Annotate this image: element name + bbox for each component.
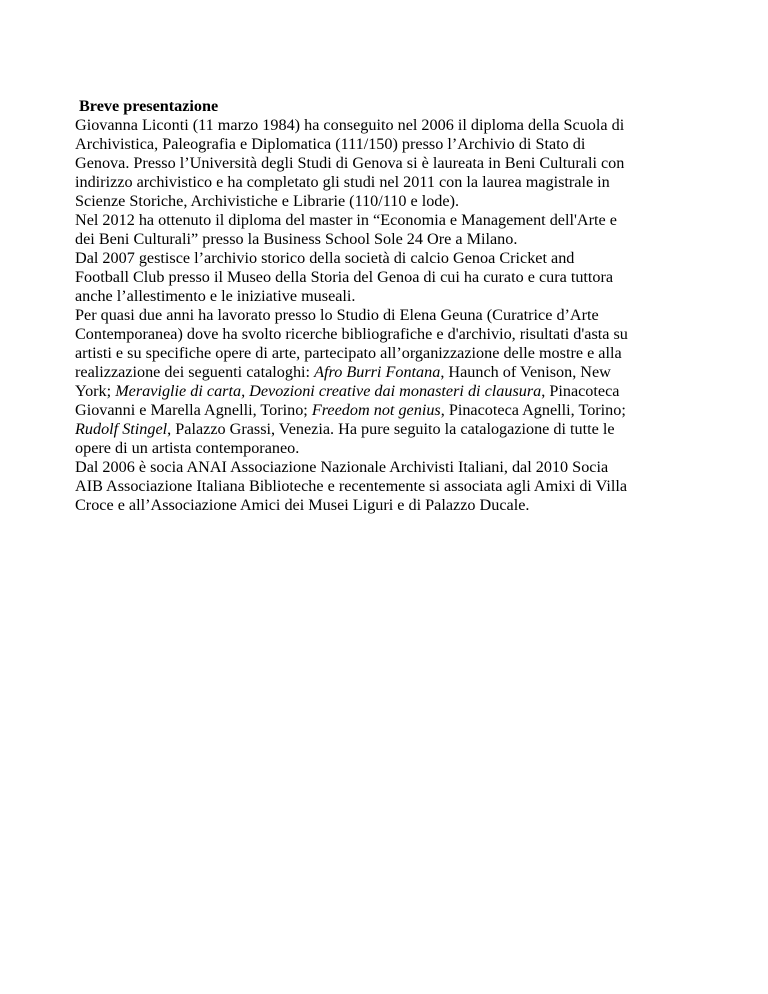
text-line [75,363,715,382]
text-line: Archivistica, Paleografia e Diplomatica (111/150) presso l’Archivio di Stato di [75,135,586,153]
text-line: AIB Associazione Italiana Biblioteche e recentemente si associata agli Amixi di Villa [75,477,628,495]
text-line: indirizzo archivistico e ha completato gli studi nel 2011 con la laurea magistrale in [75,173,610,191]
text-line: Dal 2006 è socia ANAI Associazione Nazionale Archivisti Italiani, dal 2010 Socia [75,458,609,476]
document-body [75,97,715,515]
catalog-title: Freedom not genius [311,401,441,419]
text-line: Football Club presso il Museo della Storia del Genoa di cui ha curato e cura tuttora [75,268,614,286]
text-line: Per quasi due anni ha lavorato presso lo Studio di Elena Geuna (Curatrice d’Arte [75,306,599,324]
text-line: Scienze Storiche, Archivistiche e Librarie (110/110 e lode). [75,192,460,210]
text-line: artisti e su specifiche opere di arte, partecipato all’organizzazione delle mostre e alla [75,344,622,362]
paragraph-associations [75,458,715,515]
text-line: Giovanna Liconti (11 marzo 1984) ha conseguito nel 2006 il diploma della Scuola di [75,116,625,134]
text-segment: , Pinacoteca [541,382,620,400]
text-line: dei Beni Culturali” presso la Business School Sole 24 Ore a Milano. [75,230,518,248]
text-line: Nel 2012 ha ottenuto il diploma del master in “Economia e Management dell'Arte e [75,211,617,229]
text-line: opere di un artista contemporaneo. [75,439,300,457]
section-heading: Breve presentazione [79,97,219,115]
catalog-title: Afro Burri Fontana [314,363,441,381]
catalog-title: Meraviglie di carta, Devozioni creative dai monasteri di clausura [115,382,542,400]
text-segment: , Haunch of Venison, New [440,363,611,381]
paragraph-education [75,116,715,211]
text-segment: , Pinacoteca Agnelli, Torino; [440,401,626,419]
paragraph-studio-work [75,306,715,458]
catalog-title: Rudolf Stingel [75,420,168,438]
text-segment: , Palazzo Grassi, Venezia. Ha pure seguito la catalogazione di tutte le [167,420,615,438]
text-line [75,401,715,420]
text-line: Genova. Presso l’Università degli Studi di Genova si è laureata in Beni Culturali con [75,154,625,172]
text-segment: realizzazione dei seguenti cataloghi: [75,363,315,381]
text-line: Dal 2007 gestisce l’archivio storico della società di calcio Genoa Cricket and [75,249,575,267]
paragraph-master [75,211,715,249]
text-line [75,420,715,439]
text-line [75,382,715,401]
text-line: Contemporanea) dove ha svolto ricerche bibliografiche e d'archivio, risultati d'asta su [75,325,628,343]
text-line: anche l’allestimento e le iniziative museali. [75,287,356,305]
text-segment: Giovanni e Marella Agnelli, Torino; [75,401,312,419]
text-line: Croce e all’Associazione Amici dei Musei Liguri e di Palazzo Ducale. [75,496,530,514]
text-segment: York; [75,382,116,400]
paragraph-genoa-archive [75,249,715,306]
